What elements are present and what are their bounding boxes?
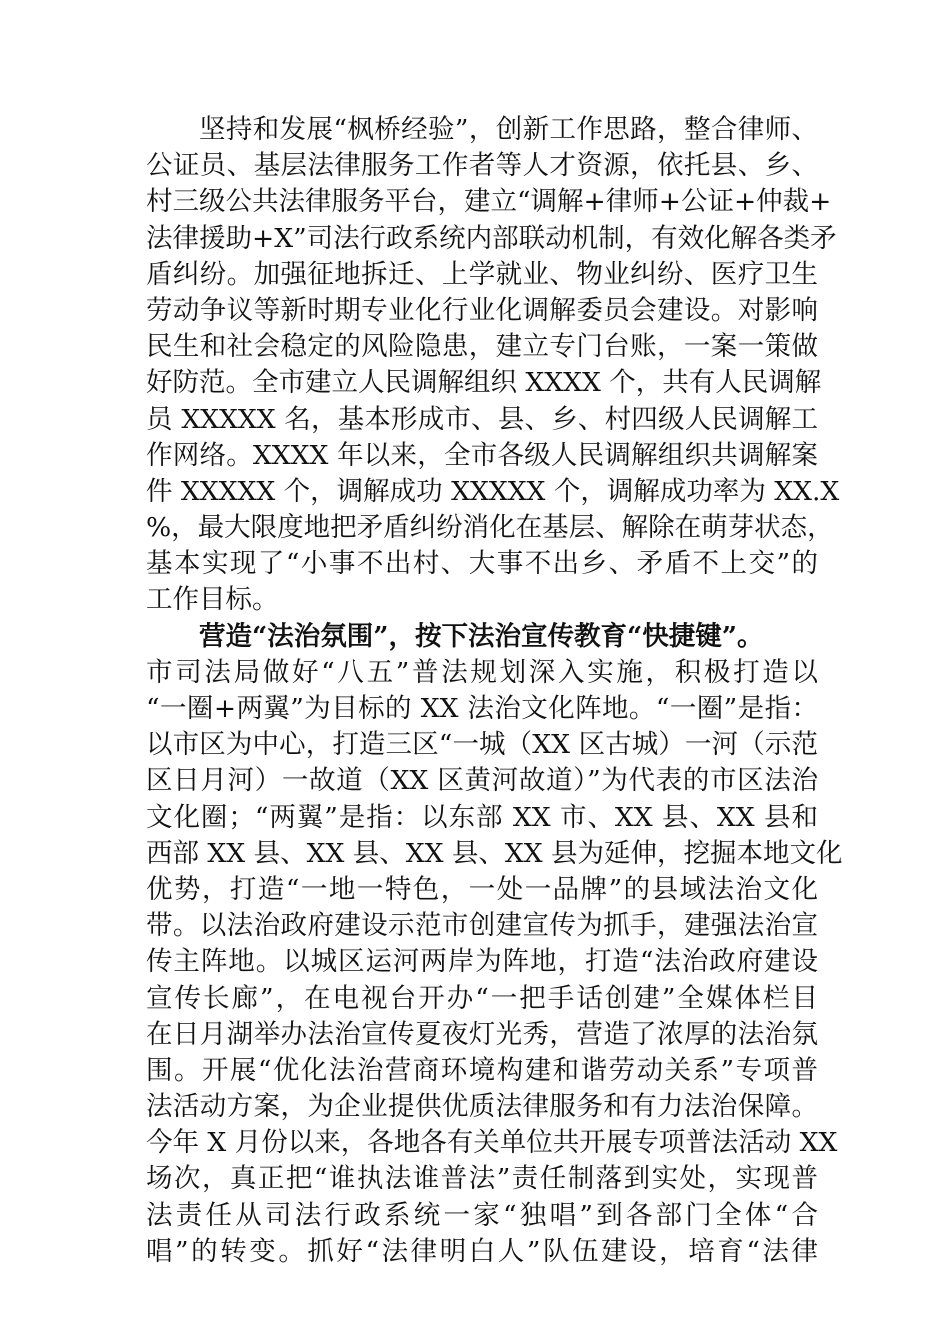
- paragraph-line: 坚持和发展“枫桥经验”，创新工作思路，整合律师、: [199, 114, 818, 145]
- paragraph-line: 作网络。XXXX 年以来，全市各级人民调解组织共调解案: [146, 439, 818, 471]
- paragraph-line: 件 XXXXX 个，调解成功 XXXXX 个，调解成功率为 XX.X: [146, 475, 840, 507]
- document-body: [146, 112, 843, 1270]
- paragraph-line: 基本实现了“小事不出村、大事不出乡、矛盾不上交”的: [146, 548, 818, 580]
- paragraph-line: 好防范。全市建立人民调解组织 XXXX 个，共有人民调解: [146, 367, 822, 399]
- paragraph-line: 以市区为中心，打造三区“一城（XX 区古城）一河（示范: [146, 729, 818, 761]
- paragraph-line: 在日月湖举办法治宣传夏夜灯光秀，营造了浓厚的法治氛: [146, 1018, 818, 1050]
- paragraph-line: 劳动争议等新时期专业化行业化调解委员会建设。对影响: [146, 294, 818, 326]
- paragraph-line: 法责任从司法行政系统一家“独唱”到各部门全体“合: [146, 1199, 818, 1231]
- paragraph-line: 民生和社会稳定的风险隐患，建立专门台账，一案一策做: [146, 331, 818, 363]
- paragraph-legal-publicity: [146, 655, 843, 1270]
- paragraph-line: 文化圈；“两翼”是指：以东部 XX 市、XX 县、XX 县和: [146, 801, 818, 833]
- section-heading: 营造“法治氛围”，按下法治宣传教育“快捷键”。: [199, 620, 764, 652]
- paragraph-line: 带。以法治政府建设示范市创建宣传为抓手，建强法治宣: [146, 910, 818, 942]
- paragraph-line: 公证员、基层法律服务工作者等人才资源，依托县、乡、: [146, 150, 818, 182]
- paragraph-line: 员 XXXXX 名，基本形成市、县、乡、村四级人民调解工: [146, 403, 818, 435]
- paragraph-line: 优势，打造“一地一特色，一处一品牌”的县域法治文化: [146, 873, 818, 905]
- paragraph-line: 唱”的转变。抓好“法律明白人”队伍建设，培育“法律: [146, 1235, 818, 1267]
- paragraph-line: 区日月河）一故道（XX 区黄河故道）”为代表的市区法治: [146, 765, 818, 797]
- paragraph-line: 场次，真正把“谁执法谁普法”责任制落到实处，实现普: [146, 1163, 818, 1195]
- paragraph-line: “一圈+两翼”为目标的 XX 法治文化阵地。“一圈”是指：: [146, 693, 818, 724]
- paragraph-fengqiao: [146, 112, 840, 619]
- paragraph-line: 法活动方案，为企业提供优质法律服务和有力法治保障。: [146, 1091, 818, 1123]
- paragraph-line: 围。开展“优化法治营商环境构建和谐劳动关系”专项普: [146, 1054, 818, 1086]
- paragraph-line: 工作目标。: [146, 584, 279, 616]
- paragraph-line: 盾纠纷。加强征地拆迁、上学就业、物业纠纷、医疗卫生: [146, 258, 818, 290]
- paragraph-line: 传主阵地。以城区运河两岸为阵地，打造“法治政府建设: [146, 946, 818, 978]
- paragraph-line: 宣传长廊”，在电视台开办“一把手话创建”全媒体栏目: [146, 982, 818, 1014]
- paragraph-line: 村三级公共法律服务平台，建立“调解+律师+公证+仲裁+: [146, 186, 832, 218]
- paragraph-line: %，最大限度地把矛盾纠纷消化在基层、解除在萌芽状态，: [146, 512, 834, 544]
- paragraph-line: 市司法局做好“八五”普法规划深入实施，积极打造以: [146, 656, 818, 688]
- paragraph-line: 今年 X 月份以来，各地各有关单位共开展专项普法活动 XX: [146, 1127, 838, 1159]
- paragraph-line: 法律援助+X”司法行政系统内部联动机制，有效化解各类矛: [146, 222, 837, 254]
- paragraph-line: 西部 XX 县、XX 县、XX 县、XX 县为延伸，挖掘本地文化: [146, 837, 843, 869]
